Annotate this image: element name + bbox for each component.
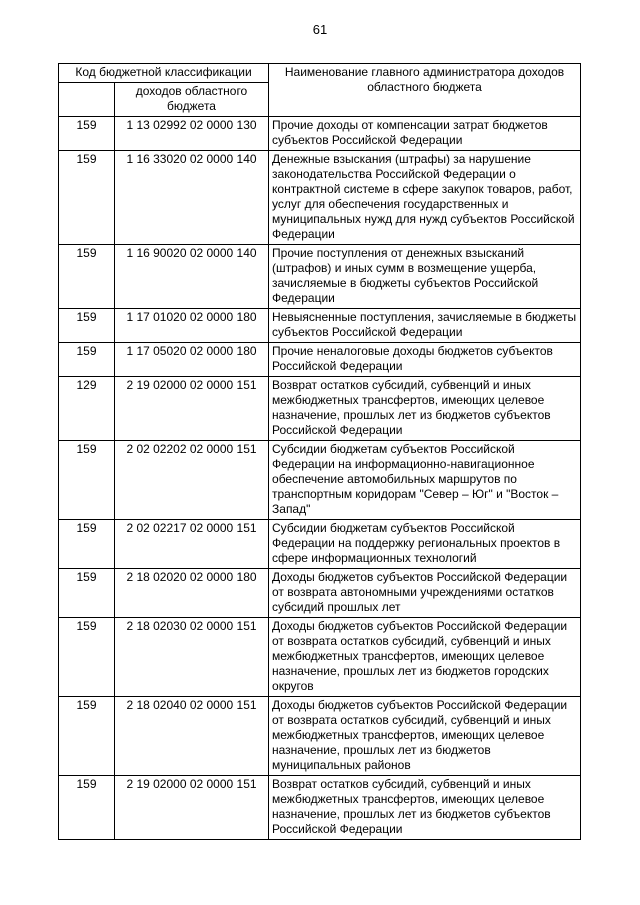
- table-row: [59, 776, 581, 840]
- income-code-cell: 2 19 02000 02 0000 151: [115, 776, 269, 840]
- admin-code-cell: 159: [59, 117, 115, 151]
- budget-classification-table: [58, 63, 581, 840]
- table-row: [59, 377, 581, 441]
- table-row: [59, 343, 581, 377]
- header-budget-code: Код бюджетной классификации: [59, 64, 269, 83]
- income-code-cell: 2 18 02040 02 0000 151: [115, 697, 269, 776]
- admin-code-cell: 159: [59, 618, 115, 697]
- income-code-cell: 2 18 02030 02 0000 151: [115, 618, 269, 697]
- table-row: [59, 441, 581, 520]
- income-code-cell: 2 19 02000 02 0000 151: [115, 377, 269, 441]
- header-admin-name: Наименование главного администратора доходов областного бюджета: [269, 64, 581, 117]
- admin-name-cell: Возврат остатков субсидий, субвенций и иных межбюджетных трансфертов, имеющих целевое назначение, прошлых лет из бюджетов субъектов Российской Федерации: [269, 377, 581, 441]
- admin-name-cell: Денежные взыскания (штрафы) за нарушение законодательства Российской Федерации о контрактной системе в сфере закупок товаров, работ, услуг для обеспечения государственных и муниципальных нужд для нужд субъектов Российской Федерации: [269, 151, 581, 245]
- header-income-code: доходов областного бюджета: [115, 83, 269, 117]
- table-row: [59, 520, 581, 569]
- income-code-cell: 2 02 02202 02 0000 151: [115, 441, 269, 520]
- admin-code-cell: 129: [59, 377, 115, 441]
- income-code-cell: 1 17 01020 02 0000 180: [115, 309, 269, 343]
- admin-name-cell: Прочие доходы от компенсации затрат бюджетов субъектов Российской Федерации: [269, 117, 581, 151]
- table-row: [59, 117, 581, 151]
- admin-name-cell: Возврат остатков субсидий, субвенций и иных межбюджетных трансфертов, имеющих целевое назначение, прошлых лет из бюджетов субъектов Российской Федерации: [269, 776, 581, 840]
- header-row-group: [59, 64, 581, 83]
- income-code-cell: 1 13 02992 02 0000 130: [115, 117, 269, 151]
- table-row: [59, 569, 581, 618]
- admin-name-cell: Субсидии бюджетам субъектов Российской Федерации на информационно-навигационное обеспечение автомобильных маршрутов по транспортным коридорам "Север – Юг" и "Восток – Запад": [269, 441, 581, 520]
- admin-name-cell: Доходы бюджетов субъектов Российской Федерации от возврата остатков субсидий, субвенций и иных межбюджетных трансфертов, имеющих целевое назначение, прошлых лет из бюджетов муниципальных районов: [269, 697, 581, 776]
- admin-name-cell: Доходы бюджетов субъектов Российской Федерации от возврата остатков субсидий, субвенций и иных межбюджетных трансфертов, имеющих целевое назначение, прошлых лет из бюджетов городских округов: [269, 618, 581, 697]
- income-code-cell: 2 02 02217 02 0000 151: [115, 520, 269, 569]
- income-code-cell: 1 16 33020 02 0000 140: [115, 151, 269, 245]
- admin-name-cell: Субсидии бюджетам субъектов Российской Федерации на поддержку региональных проектов в сфере информационных технологий: [269, 520, 581, 569]
- admin-code-cell: 159: [59, 245, 115, 309]
- admin-code-cell: 159: [59, 151, 115, 245]
- admin-name-cell: Доходы бюджетов субъектов Российской Федерации от возврата автономными учреждениями остатков субсидий прошлых лет: [269, 569, 581, 618]
- admin-code-cell: 159: [59, 697, 115, 776]
- admin-code-cell: 159: [59, 441, 115, 520]
- admin-code-cell: 159: [59, 569, 115, 618]
- header-admin-code: [59, 83, 115, 117]
- table-row: [59, 697, 581, 776]
- income-code-cell: 1 17 05020 02 0000 180: [115, 343, 269, 377]
- admin-code-cell: 159: [59, 343, 115, 377]
- admin-code-cell: 159: [59, 520, 115, 569]
- admin-code-cell: 159: [59, 309, 115, 343]
- table-row: [59, 309, 581, 343]
- table-body: [59, 117, 581, 840]
- admin-name-cell: Невыясненные поступления, зачисляемые в бюджеты субъектов Российской Федерации: [269, 309, 581, 343]
- table-row: [59, 151, 581, 245]
- table-row: [59, 245, 581, 309]
- income-code-cell: 2 18 02020 02 0000 180: [115, 569, 269, 618]
- table-row: [59, 618, 581, 697]
- admin-name-cell: Прочие поступления от денежных взысканий (штрафов) и иных сумм в возмещение ущерба, зачисляемые в бюджеты субъектов Российской Федерации: [269, 245, 581, 309]
- admin-name-cell: Прочие неналоговые доходы бюджетов субъектов Российской Федерации: [269, 343, 581, 377]
- admin-code-cell: 159: [59, 776, 115, 840]
- table-header: [59, 64, 581, 117]
- page-number: 61: [312, 22, 328, 37]
- income-code-cell: 1 16 90020 02 0000 140: [115, 245, 269, 309]
